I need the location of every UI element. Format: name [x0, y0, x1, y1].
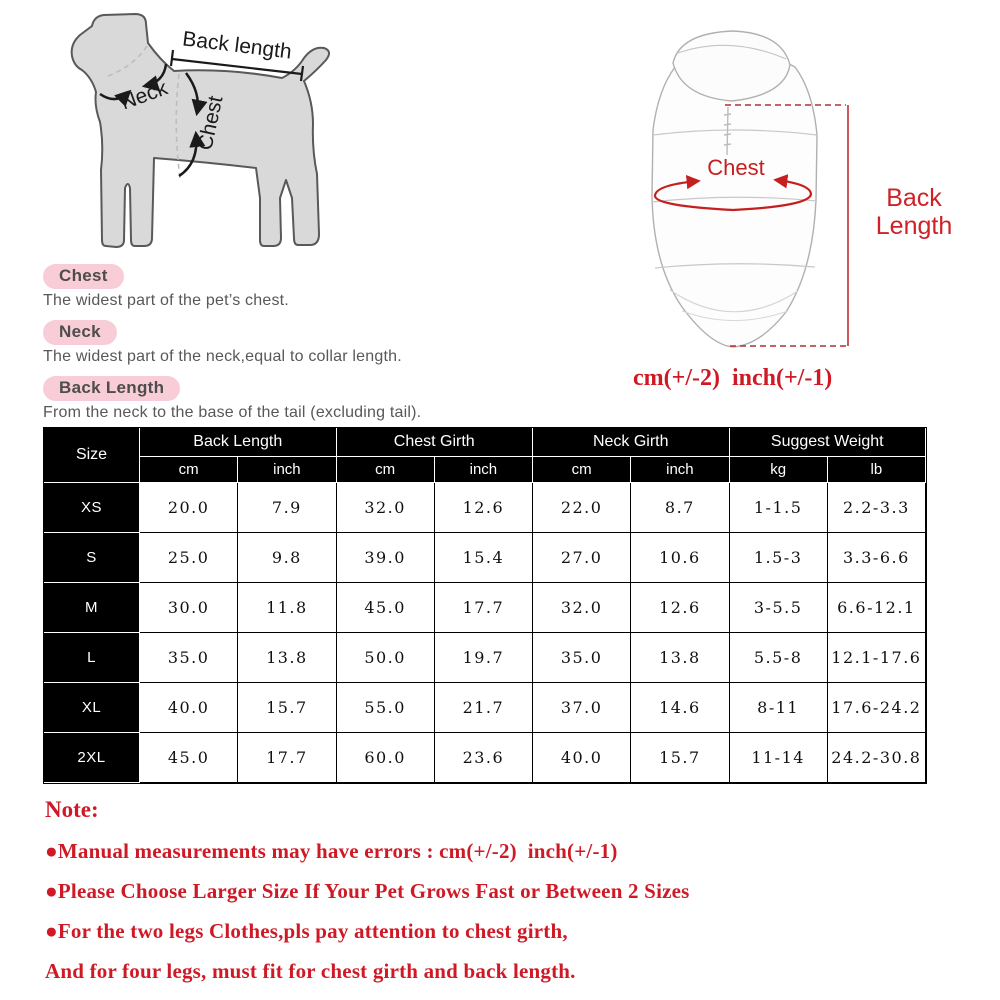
- chest-term-pill: Chest: [43, 264, 124, 289]
- chest-definition-text: The widest part of the pet’s chest.: [43, 292, 289, 309]
- unit-header: cm: [140, 457, 238, 483]
- measurement-cell: 13.8: [631, 633, 729, 683]
- note-line: ●Please Choose Larger Size If Your Pet Grows Fast or Between 2 Sizes: [45, 879, 690, 903]
- measurement-cell: 45.0: [337, 583, 435, 633]
- jacket-measurement-diagram: [630, 15, 865, 360]
- back-length-group-header: Back Length: [140, 428, 337, 457]
- measurement-cell: 40.0: [140, 683, 238, 733]
- size-table: [43, 427, 927, 784]
- measurement-cell: 2.2-3.3: [828, 483, 926, 533]
- neck-term-pill: Neck: [43, 320, 117, 345]
- back-length-term-pill: Back Length: [43, 376, 180, 401]
- dog-measurement-diagram: [50, 10, 350, 260]
- measurement-cell: 12.1-17.6: [828, 633, 926, 683]
- unit-header: lb: [828, 457, 926, 483]
- measurement-cell: 15.7: [631, 733, 729, 783]
- measurement-cell: 8.7: [631, 483, 729, 533]
- back-length-label: Back length: [181, 27, 293, 64]
- neck-label: Neck: [117, 76, 171, 115]
- measurement-cell: 22.0: [533, 483, 631, 533]
- measurement-cell: 32.0: [337, 483, 435, 533]
- chest-label: Chest: [193, 93, 228, 153]
- measurement-definitions: [43, 264, 513, 432]
- jacket-back-length-label: Back Length: [875, 184, 953, 240]
- note-line: ●For the two legs Clothes,pls pay attention to chest girth,: [45, 919, 568, 943]
- unit-header: inch: [238, 457, 336, 483]
- size-label: XS: [44, 483, 140, 533]
- measurement-cell: 7.9: [238, 483, 336, 533]
- definition-back-length: [43, 376, 513, 422]
- measurement-cell: 40.0: [533, 733, 631, 783]
- measurement-cell: 35.0: [533, 633, 631, 683]
- measurement-cell: 32.0: [533, 583, 631, 633]
- size-row: [44, 683, 926, 733]
- unit-header: cm: [337, 457, 435, 483]
- measurement-cell: 15.7: [238, 683, 336, 733]
- measurement-cell: 3.3-6.6: [828, 533, 926, 583]
- note-line: And for four legs, must fit for chest girth and back length.: [45, 959, 576, 983]
- measurement-cell: 20.0: [140, 483, 238, 533]
- measurement-cell: 12.6: [435, 483, 533, 533]
- measurement-cell: 60.0: [337, 733, 435, 783]
- measurement-cell: 24.2-30.8: [828, 733, 926, 783]
- unit-header: inch: [631, 457, 729, 483]
- size-label: 2XL: [44, 733, 140, 783]
- measurement-cell: 37.0: [533, 683, 631, 733]
- measurement-cell: 11.8: [238, 583, 336, 633]
- measurement-cell: 39.0: [337, 533, 435, 583]
- unit-header: inch: [435, 457, 533, 483]
- table-unit-header-row: [44, 457, 926, 483]
- unit-header: kg: [730, 457, 828, 483]
- size-row: [44, 483, 926, 533]
- measurement-cell: 19.7: [435, 633, 533, 683]
- chest-girth-group-header: Chest Girth: [337, 428, 534, 457]
- size-label: M: [44, 583, 140, 633]
- size-row: [44, 533, 926, 583]
- size-label: S: [44, 533, 140, 583]
- neck-girth-group-header: Neck Girth: [533, 428, 730, 457]
- size-row: [44, 583, 926, 633]
- size-table-section: [43, 427, 927, 784]
- measurement-cell: 1.5-3: [730, 533, 828, 583]
- neck-definition-text: The widest part of the neck,equal to collar length.: [43, 348, 402, 365]
- suggest-weight-group-header: Suggest Weight: [730, 428, 927, 457]
- measurement-cell: 45.0: [140, 733, 238, 783]
- measurement-cell: 25.0: [140, 533, 238, 583]
- definition-chest: [43, 264, 513, 310]
- measurement-cell: 23.6: [435, 733, 533, 783]
- measurement-cell: 6.6-12.1: [828, 583, 926, 633]
- note-line: ●Manual measurements may have errors : cm(+/-2) inch(+/-1): [45, 839, 618, 863]
- note-title: Note:: [45, 797, 99, 822]
- size-row: [44, 633, 926, 683]
- measurement-cell: 9.8: [238, 533, 336, 583]
- measurement-cell: 3-5.5: [730, 583, 828, 633]
- tolerance-label: cm(+/-2) inch(+/-1): [633, 365, 833, 391]
- measurement-cell: 5.5-8: [730, 633, 828, 683]
- measurement-cell: 17.6-24.2: [828, 683, 926, 733]
- unit-header: cm: [533, 457, 631, 483]
- measurement-cell: 55.0: [337, 683, 435, 733]
- measurement-cell: 17.7: [435, 583, 533, 633]
- measurement-cell: 8-11: [730, 683, 828, 733]
- measurement-cell: 15.4: [435, 533, 533, 583]
- jacket-chest-label: Chest: [707, 155, 765, 180]
- measurement-cell: 21.7: [435, 683, 533, 733]
- size-label: L: [44, 633, 140, 683]
- measurement-cell: 1-1.5: [730, 483, 828, 533]
- measurement-cell: 17.7: [238, 733, 336, 783]
- size-row: [44, 733, 926, 783]
- measurement-cell: 10.6: [631, 533, 729, 583]
- measurement-cell: 27.0: [533, 533, 631, 583]
- measurement-cell: 14.6: [631, 683, 729, 733]
- definition-neck: [43, 320, 513, 366]
- measurement-cell: 11-14: [730, 733, 828, 783]
- measurement-cell: 30.0: [140, 583, 238, 633]
- size-label: XL: [44, 683, 140, 733]
- measurement-cell: 35.0: [140, 633, 238, 683]
- measurement-cell: 12.6: [631, 583, 729, 633]
- back-length-definition-text: From the neck to the base of the tail (excluding tail).: [43, 404, 422, 421]
- measurement-cell: 13.8: [238, 633, 336, 683]
- table-group-header-row: [44, 428, 926, 457]
- size-column-header: Size: [44, 428, 140, 483]
- note-section: [45, 797, 965, 1000]
- measurement-cell: 50.0: [337, 633, 435, 683]
